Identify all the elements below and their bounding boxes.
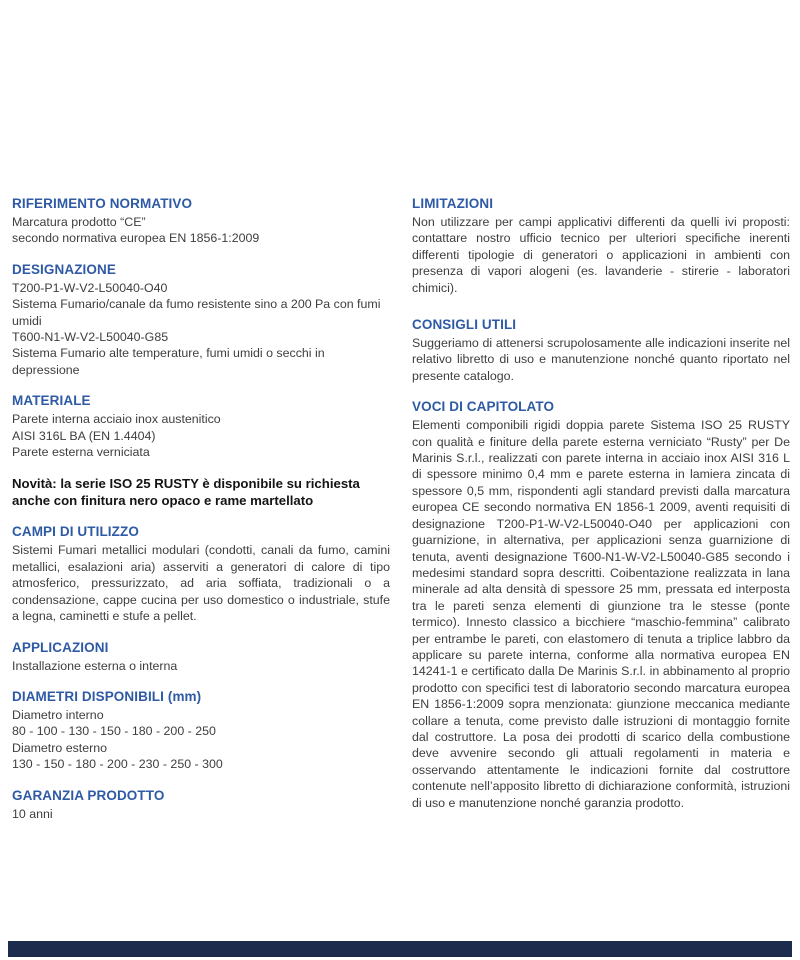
text-line: Parete esterna verniciata [12, 445, 150, 460]
text-line: T200-P1-W-V2-L50040-O40 [12, 280, 168, 295]
section-heading: LIMITAZIONI [412, 196, 494, 211]
section-heading: APPLICAZIONI [12, 639, 109, 655]
text-line: T600-N1-W-V2-L50040-G85 [12, 330, 169, 345]
section-heading: MATERIALE [12, 393, 91, 409]
text-line: Sistema Fumario/canale da fumo resistente sino a 200 Pa con fumi umidi [12, 297, 381, 328]
section-riferimento-normativo [12, 196, 390, 247]
section-paragraph: Sistemi Fumari metallici modulari (condotti, canali da fumo, camini metallici, esalazioni aria) asserviti a generatori di calore di tipo atmosferico, pressurizzato, ad aria soffiata, tradizionali o a condensazione, cappe cucina per uso domestico o industriale, stufe a legna, caminetti e stufe a pellet. [12, 543, 390, 624]
left-column [12, 196, 390, 837]
section-designazione [12, 262, 390, 378]
right-column [412, 196, 790, 837]
text-line: Marcatura prodotto “CE” [12, 215, 146, 229]
section-limitazioni [412, 196, 790, 296]
novita-highlight-text: Novità: la serie ISO 25 RUSTY è disponibile su richiesta anche con finitura nero opaco e rame martellato [12, 476, 360, 509]
section-paragraph: Elementi componibili rigidi doppia parete Sistema ISO 25 RUSTY con qualità e finiture della parete esterna verniciato “Rusty” per De Marinis S.r.l., realizzati con parete interna in acciaio inox AISI 316 L di spessore minimo 0,4 mm e parete esterna in lamiera zincata di spessore 0,5 mm, rispondenti agli standard previsti dalla marcatura europea CE secondo normativa EN 1856-1 2009, aventi requisiti di designazione T200-P1-W-V2-L50040-O40 per applicazioni con guarnizione, in alternativa, per applicazioni senza guarnizione di tenuta, aventi designazione T600-N1-W-V2-L50040-G85 secondo i medesimi standard sopra descritti. Coibentazione realizzata in lana minerale ad alta densità di spessore 25 mm, pressata ed interposta tra le pareti senza elementi di giunzione tra le stesse (ponte termico). Innesto classico a bicchiere “maschio-femmina” calibrato per entrambe le pareti, con elastomero di tenuta a triplice labbro da applicare su parete interna, conforme alla normativa europea EN 14241-1 e certificato dalla De Marinis S.r.l. in abbinamento al proprio prodotto con specifici test di laboratorio secondo marcatura europea EN 1856-1:2009 sopra menzionata: giunzione meccanica mediante collare a tenuta, come previsto dalle istruzioni di montaggio fornite dal costruttore. La posa dei prodotti di scarico della combustione deve avvenire secondo gli attuali regolamenti in materia e osservando attentamente le indicazioni fornite dal costruttore contenute nell’apposito libretto di dichiarazione conformità, istruzioni di uso e manutenzione nonché garanzia prodotto. [412, 418, 790, 810]
text-line: Diametro esterno [12, 740, 108, 755]
text-line: AISI 316L BA (EN 1.4404) [12, 428, 156, 443]
text-line: Diametro interno [12, 707, 104, 722]
section-paragraph: Suggeriamo di attenersi scrupolosamente alle indicazioni inserite nel relativo libretto di uso e manutenzione nonché quanto riportato nel presente catalogo. [412, 336, 790, 383]
text-line: Parete interna acciaio inox austenitico [12, 412, 221, 427]
section-voci-di-capitolato [412, 399, 790, 811]
text-line: Sistema Fumario alte temperature, fumi umidi o secchi in depressione [12, 346, 325, 377]
section-applicazioni [12, 640, 390, 674]
section-heading: CONSIGLI UTILI [412, 317, 517, 333]
section-heading: CAMPI DI UTILIZZO [12, 524, 139, 540]
text-line: 80 - 100 - 130 - 150 - 180 - 200 - 250 [12, 724, 216, 739]
text-line: 130 - 150 - 180 - 200 - 230 - 250 - 300 [12, 757, 223, 772]
section-consigli-utili [412, 317, 790, 384]
section-heading: VOCI DI CAPITOLATO [412, 399, 555, 415]
section-heading: DESIGNAZIONE [12, 261, 116, 277]
section-heading: RIFERIMENTO NORMATIVO [12, 196, 193, 211]
footer-bar [8, 941, 792, 957]
section-paragraph: Non utilizzare per campi applicativi differenti da quelli ivi proposti: contattare nostro ufficio tecnico per ulteriori specifiche inerenti differenti tipologie di generatori o applicazioni in ambienti con presenza di vapori alogeni (es. lavanderie - stirerie - laboratori chimici). [412, 215, 790, 295]
section-heading: GARANZIA PRODOTTO [12, 787, 165, 803]
section-campi-di-utilizzo [12, 524, 390, 624]
section-diametri-disponibili [12, 689, 390, 773]
section-garanzia-prodotto [12, 788, 390, 822]
text-line: 10 anni [12, 806, 53, 821]
text-line: secondo normativa europea EN 1856-1:2009 [12, 231, 260, 246]
section-materiale [12, 393, 390, 460]
section-heading: DIAMETRI DISPONIBILI (mm) [12, 688, 202, 704]
datasheet-content [12, 196, 790, 837]
text-line: Installazione esterna o interna [12, 658, 178, 673]
